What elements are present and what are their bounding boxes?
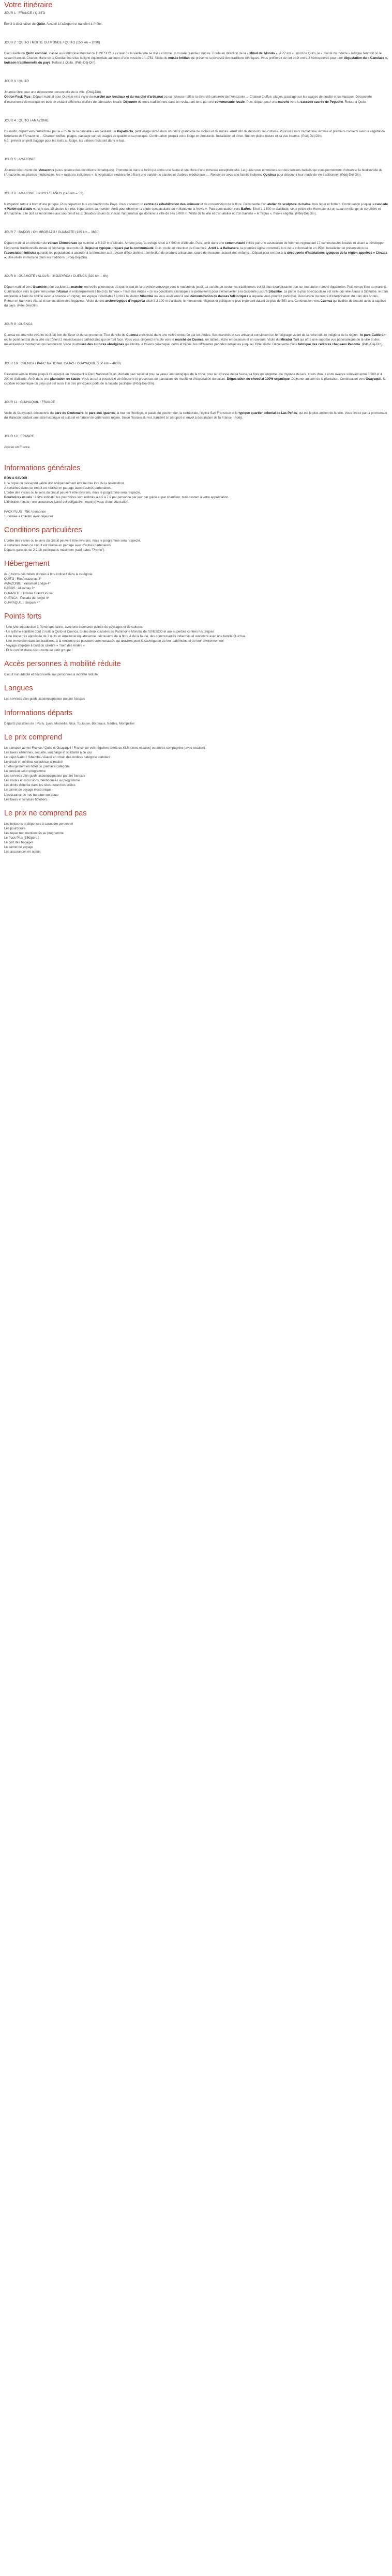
- section-line: 1 journée à Otavalo avec déjeuner: [4, 514, 53, 518]
- document-page: [0, 0, 392, 854]
- day-description: Découverte du Quito colonial, classé au Patrimoine Mondial de l'UNESCO. Le cœur de la vieille ville se visite comme un musée grandeur nature. Route en direction de la « Mitad del Mundo ». À 22 km au nord de Quito, le « monté du monde » marque l'endroit où le savant français Charles Marie de la Condamine situe la ligne équinoxiale au cours d'une mission en 1751. Visite du musée Intiñan qui présente la diversité des traditions ethniques. Vous profiterez de cet arrêt entre 2 hémisphères pour une dégustation du « Canelazo », boisson traditionnelle du pays. Retour à Quito. (Pdéj-Déj-Dîn).: [4, 52, 388, 65]
- day-title: JOUR 2 : QUITO / MOITIE DU MONDE / QUITO (150 km – 2h30): [4, 41, 100, 45]
- section-line: L'ordre des visites ou le sens du circuit peuvent être inversés, mais le programme sera respecté.: [4, 491, 141, 495]
- day-title: JOUR 9 : CUENCA: [4, 322, 33, 327]
- section-title: Hébergement: [4, 560, 50, 568]
- day-description: Arrivée en France.: [4, 445, 31, 449]
- section-line: Les services d'un guide accompagnateur parlant français: [4, 697, 85, 701]
- section-line: Les taxes et services hôteliers.: [4, 797, 48, 801]
- section-line: Le transport aérien France / Quito et Guayaquil / France sur vols réguliers Iberia ou KLM (avec escales) ou autres compagnies (avec escales): [4, 746, 205, 750]
- section-accessibility: [4, 660, 388, 677]
- section-line: Les repas non mentionnés au programme: [4, 831, 64, 835]
- section-line: Le trajet Alausí / Sibambe / Alausí en «train des Andes» catégorie standard: [4, 755, 111, 759]
- section-line: Le carnet de voyage électronique: [4, 788, 52, 792]
- section-line: - Et le confort d'une découverte en petit groupe !: [4, 649, 73, 653]
- section-title: Conditions particulières: [4, 526, 82, 534]
- section-line: La pension selon programme: [4, 769, 46, 774]
- day-10: [4, 362, 388, 386]
- day-12: [4, 435, 388, 450]
- day-5: [4, 158, 388, 177]
- section-line: A certaines dates ce circuit est réalisé en partage avec d'autres partenaires.: [4, 543, 112, 547]
- day-6: [4, 192, 388, 216]
- section-hotels: [4, 560, 388, 605]
- section-subtitle: BON A SAVOIR: [4, 476, 27, 481]
- day-title: JOUR 12 : FRANCE: [4, 435, 34, 438]
- section-line: A certaines dates ce circuit est réalisé en partage avec d'autres partenaires.: [4, 486, 112, 490]
- section-line: L'itinéraire minute : une assurance-santé est obligatoire : muni(e)-vous d'une attestation.: [4, 500, 129, 504]
- day-description: Navigation retour à bord d'une pirogue. Puis départ en bus en direction de Puyo. Vous visiterez un centre de réhabilitation des animaux et de conservation de la flore. Découverte d'un atelier de sculpture du balsa, bois léger et flottant. Continuation jusqu'à la cascade « Pailón del diablo », l'une des 10 chutes les plus importantes au monde ! Arrêt pour observer la chute spectaculaire du « Manto de la Novia ». Puis continuation vers Baños. Situé à 1 800 m d'altitude, cette petite ville thermale est un savant mélange de cordillère et d'Amazonie. Elle doit sa renommée aux sources d'eaux chaudes issues du volcan Tungurahua qui domine la ville de ses 5 000 m. Visite de la ville et d'un atelier où l'on travaille « le Tagua », l'ivoire végétal. (Pdéj-Déj-Dîn).: [4, 203, 388, 216]
- section-line: Les taxes aériennes, sécurité, surcharge et solidarité à ce jour: [4, 750, 93, 754]
- section-line: L'hébergement en hôtel de première catégorie: [4, 765, 70, 768]
- day-title: JOUR 6 : AMAZONIE / PUYO / BAÑOS (140 km – 5h): [4, 192, 84, 196]
- day-description: Départ matinal vers Guamote pour assister au marché, merveille pittoresque où tout le sud de la province converge vers le marché du jeudi. La variété de costumes traditionnels est ici plus étourdissante que sur tout autre marché équatorien. Petit temps libre au marché. Continuation vers la gare ferroviaire d'Alausi et embarquement à bord du fameux « Train des Andes » (si les conditions climatiques le permettent) pour s'émerveiller à la descente jusqu'à Sibambe. La partie la plus spectaculaire est celle qui relie Alausí à Sibambe, le train empreinte à flanc de colline avec la science en zigzag, un voyage inoubliable ! Arrêt à la station Sibambe où vous assisterez à une démonstration de danses folkloriques à laquelle vous pourrez participer. Découverte du centre d'interprétation du train des Andes. Retour en train vers Alausí et continuation vers Ingapirca. Visite du site archéologique d'Ingapirca situé à 3 100 m d'altitude, le monument religieux et politique le plus important datant de plus de 500 ans. Continuation vers Cuenca qui rivalise de beauté avec la capitale du pays. (Pdéj-Déj-Dîn).: [4, 285, 388, 308]
- section-price-includes: [4, 733, 388, 802]
- section-languages: [4, 684, 388, 701]
- day-title: JOUR 3 : QUITO: [4, 80, 29, 84]
- day-1: [4, 11, 388, 26]
- day-title: JOUR 1 : FRANCE / QUITO: [4, 11, 46, 15]
- section-title: Langues: [4, 684, 33, 693]
- section-line: - Voyage atypique à bord du célèbre « Train des Andes »: [4, 644, 85, 648]
- day-3: [4, 80, 388, 104]
- section-line: - Un rythme équilibré dont 2 nuits à Quito et Cuenca, toutes deux classées au Patrimoine Mondial de l'UNESCO et aux superbes centres historiques: [4, 629, 214, 634]
- day-description: Cuenca est une ville vivante où il fait bon de flâner et de se promener. Tour de ville de Cuenca enrichissé dans une vallée entourée par les Andes. Ses marchés et ses artisanat constituent un témoignage vivant de la riche culture indigène de la région : le parc Calderon est le point central de la ville où trônent 2 majestueuses cathédrales qui se font face. Vous vous dirigerez ensuite vers le marché de Cuenca, un tableau riche en couleurs et en saveurs. Visite du Mirador Turi qui offre une superbe vue panoramique de la ville et des majestueuses montagnes qui l'entourent. Visite du musée des cultures aborigènes qui illustre, à travers céramique, outils et bijoux, les différentes périodes indigènes jusqu'au XVIe siècle. Découverte d'une fabrique des célèbres chapeaux Panama. (Pdéj-Déj-Dîn).: [4, 333, 386, 347]
- section-line: Les boissons et dépenses à caractère personnel: [4, 822, 73, 826]
- section-line: Les pourboires: [4, 826, 25, 830]
- day-title: JOUR 5 : AMAZONIE: [4, 157, 36, 161]
- section-line: [4, 505, 388, 510]
- day-7: [4, 230, 388, 259]
- day-title: JOUR 11 : GUAYAQUIL / FRANCE: [4, 400, 55, 404]
- section-line: Une copie du passeport valide doit obligatoirement être fournie lors de la réservation.: [4, 482, 125, 486]
- section-line: Circuit non adapté et déconseillé aux personnes à mobilité réduite.: [4, 673, 99, 677]
- section-line: L'assistance de nos bureaux sur place: [4, 793, 59, 797]
- day-4: [4, 119, 388, 143]
- section-departures: [4, 709, 388, 726]
- day-title: JOUR 10 : CUENCA / PARC NATIONAL CAJAS / GUAYAQUIL (250 km – 4h30): [4, 361, 121, 365]
- section-participation: [4, 526, 388, 552]
- section-title: Points forts: [4, 612, 42, 621]
- section-line: (NL) Noms des hôtels donnés à titre indicatif dans la catégorie: [4, 573, 93, 577]
- day-2: [4, 41, 388, 65]
- day-description: Départ matinal en direction du volcan Chimborazo qui culmine à 6 310 m d'altitude. Arrivée jusqu'au refuge situé à 4 800 m d'altitude. Puis, arrêt dans une communauté initiée par une association de femmes regroupant 17 communautés locales et visant à développer l'économie traditionnelle rurale et l'échange interculturel. Déjeuner typique préparé par la communauté. Puis, route en direction de Guamote. Arrêt à la Balbanera, la première église construite lors de la colonisation en 1534. Installation et présentation de l'association Inti/sisa qui aide les populations à accéder à la formation aux travaux d'éco-ateliers : confection de produits artisanaux, cours de musique, accueil des enfants... Départ pour un tour à la découverte d'habitations typiques de la région appelées « Chozas ». Une réelle immersion dans les traditions. (Pdéj-Déj-Dîn).: [4, 241, 387, 259]
- section-line: AMAZONIE : Yanamañ Lodge 4*: [4, 582, 51, 586]
- section-line: Les droits d'entrée dans les sites durant les visites: [4, 783, 76, 788]
- itinerary-days: [4, 11, 388, 450]
- day-description: Journée libre pour une découverte personnelle de la ville. (Pdéj-Dîn). Option Pack Plus : Départ matinal pour Otavalo et la visite du marché aux bestiaux et du marché d'artisanat où sa richesse reflète la diversité culturelle de l'Amazonie ... Chateur touffue, plages, passage sur les usages de qualité et sa musique. Découverte d'instruments de musique en bois en visitant différents ateliers de fabrication locale. Déjeuner de mets traditionnels dans un restaurant tenu par une communauté locale. Puis, départ pour une marche vers la cascade sacrée de Peguche. Retour à Quito.: [4, 90, 372, 104]
- info-sections: [4, 464, 388, 854]
- day-11: [4, 400, 388, 420]
- day-description: Envol à destination de Quito. Accueil à l'aéroport et transfert à l'hôtel.: [4, 22, 103, 26]
- section-line: Le Pack Plus (75€/pers.): [4, 836, 39, 840]
- day-description: Visite de Guayaquil, découverte du parc du Centenaire, le parc aux iguanes, la tour de l'horloge, le palais du gouverneur, la cathédrale, l'église San Francisco et le typique quartier colonial de Las Peñas, qui est le plus ancien de la ville. Vous finirez par la promenade du Malecón bordant une côte historique et culturel et naturel de cette vaste région. Selon l'horaire du vol, transfert à l'aéroport et envol à destination de la France. (Pdéj).: [4, 411, 387, 420]
- day-9: [4, 322, 388, 347]
- day-description: Journée découverte de l'Amazonie (sous réserve des conditions climatiques). Promenade dans la forêt qui abrite une faune et une flore d'une richesse exceptionnelle. Le guide vous emmènera sur des sentiers balisés qui vous permettront d'observer la biodiversité de l'Amazonie, les plantes médicinales, les « maisons indigènes ». la végétation exubérante offrant une variété de plantes et d'arbres médicinaux .... Rencontre avec une famille indienne Quichua pour découvrir leur mode de vie traditionnel. (Pdéj-Déj-Dîn).: [4, 168, 383, 177]
- section-line: - Une jolie introduction à l'Amérique latine, avec une étonnante palette de paysages et de cultures: [4, 625, 143, 629]
- section-title: Informations générales: [4, 464, 81, 473]
- day-title: JOUR 7 : BAÑOS / CHIMBORAZO / GUAMOTE (195 km – 3h30): [4, 230, 100, 235]
- section-line: Les assurances en option: [4, 850, 41, 854]
- section-line: GUAMOTE : Intisisa Guest House: [4, 591, 53, 595]
- section-line: Les visites et excursions mentionnées au programme: [4, 779, 80, 783]
- day-description: Descente vers le littoral jusqu'à Guayaquil, en traversant le Parc National Cajas, déclaré parc national pour la valeur archéologique de la zone, pour la richesse de sa faune, sa flore qui englobe une myriade de lacs, cours d'eaux et de rivières s'élevant entre 3 500 et 4 200 m d'altitude. Arrêt dans une plantation de cacao. Vous aurez la possibilité de découvrir le processus de plantation, de récolte et d'exportation du cacao. Dégustation du chocolat 100% organique. Déjeuner au sein de la plantation. Continuation vers Guayaquil, la capitale économique du pays qui est aussi l'un des principaux ports de la façade pacifique. (Pdéj-Déj-Dîn).: [4, 372, 386, 385]
- section-line: CUENCA : Posada del Angel 4*: [4, 596, 49, 600]
- section-line: Les services d'un guide accompagnateur parlant français: [4, 774, 85, 778]
- section-line: Le port des bagages: [4, 841, 34, 845]
- section-line: BAÑOS : Alisamay 3*: [4, 587, 35, 591]
- section-price-excludes: [4, 809, 388, 855]
- section-title: Accès personnes à mobilité réduite: [4, 660, 121, 669]
- day-8: [4, 274, 388, 308]
- section-line: Départs possibles de : Paris, Lyon, Marseille, Nice, Toulouse, Bordeaux, Nantes, Montpellier: [4, 721, 135, 726]
- section-line: GUAYAQUIL : Unipark 4*: [4, 600, 40, 605]
- day-description: Ce matin, départ vers l'Amazonie par la « route de la cannelle » en passant par Papallacta, petit village lâché dans un décor grandiose de roches et de nature. Arrêt afin de découvrir les cultivés. Poursuite vers l'Amazonie. Arrivée et premiers contacts avec la végétation luxuriante de l'Amazonie ... Chateur touffue, plages, passage sur les usages de qualité et sa musique. Continuation jusqu'à votre lodge en Amazonie. Installation et dîner. Nuit en pleine nature et sa vue intense. (Pdéj-Déj-Dîn). NB : prévoir un petit bagage pour les nuits au lodge, les valises resteront dans le bus.: [4, 129, 385, 143]
- section-general: [4, 464, 388, 519]
- section-line: L'ordre des visites ou le sens du circuit peuvent être inversés, mais le programme sera respecté.: [4, 538, 141, 543]
- section-line: PACK PLUS : 75€ / personne: [4, 510, 46, 514]
- day-title: JOUR 4 : QUITO / AMAZONIE: [4, 118, 49, 122]
- section-line: Pourboires usuels : à titre indicatif, les pourboires sont estimés à 4 € à 7 € par personne par jour par guide et par chauffeur, mais restent à votre appréciation.: [4, 496, 229, 500]
- section-line: Départs garantis de 2 à 18 participants maximum (sauf dates "Promo").: [4, 548, 105, 552]
- section-line: QUITO : Rio Amazonas 4*: [4, 577, 42, 581]
- section-title: Informations départs: [4, 708, 73, 717]
- section-title: Le prix ne comprend pas: [4, 809, 87, 817]
- section-line: - Une étape très appréciée de 2 nuits en Amazonie équatorienne, découverte de la flore & de la faune, des communautés indiennes et rencontre avec une famille Quichua: [4, 634, 246, 638]
- section-line: - Une immersion dans les traditions, à la rencontre de plusieurs communautés qui œuvrent pour la sauvegarde de leur patrimoine et de leur environnement: [4, 639, 224, 643]
- itinerary-title: Votre itinéraire: [4, 1, 53, 9]
- section-highlights: [4, 612, 388, 653]
- day-title: JOUR 8 : GUAMOTE / ALAUSI / INGAPIRCA / CUENCA (320 km – 6h): [4, 274, 108, 278]
- section-title: Le prix comprend: [4, 733, 63, 742]
- section-line: Le carnet de voyage: [4, 845, 34, 850]
- section-line: Le circuit en minibus ou autocar climatisé: [4, 760, 63, 764]
